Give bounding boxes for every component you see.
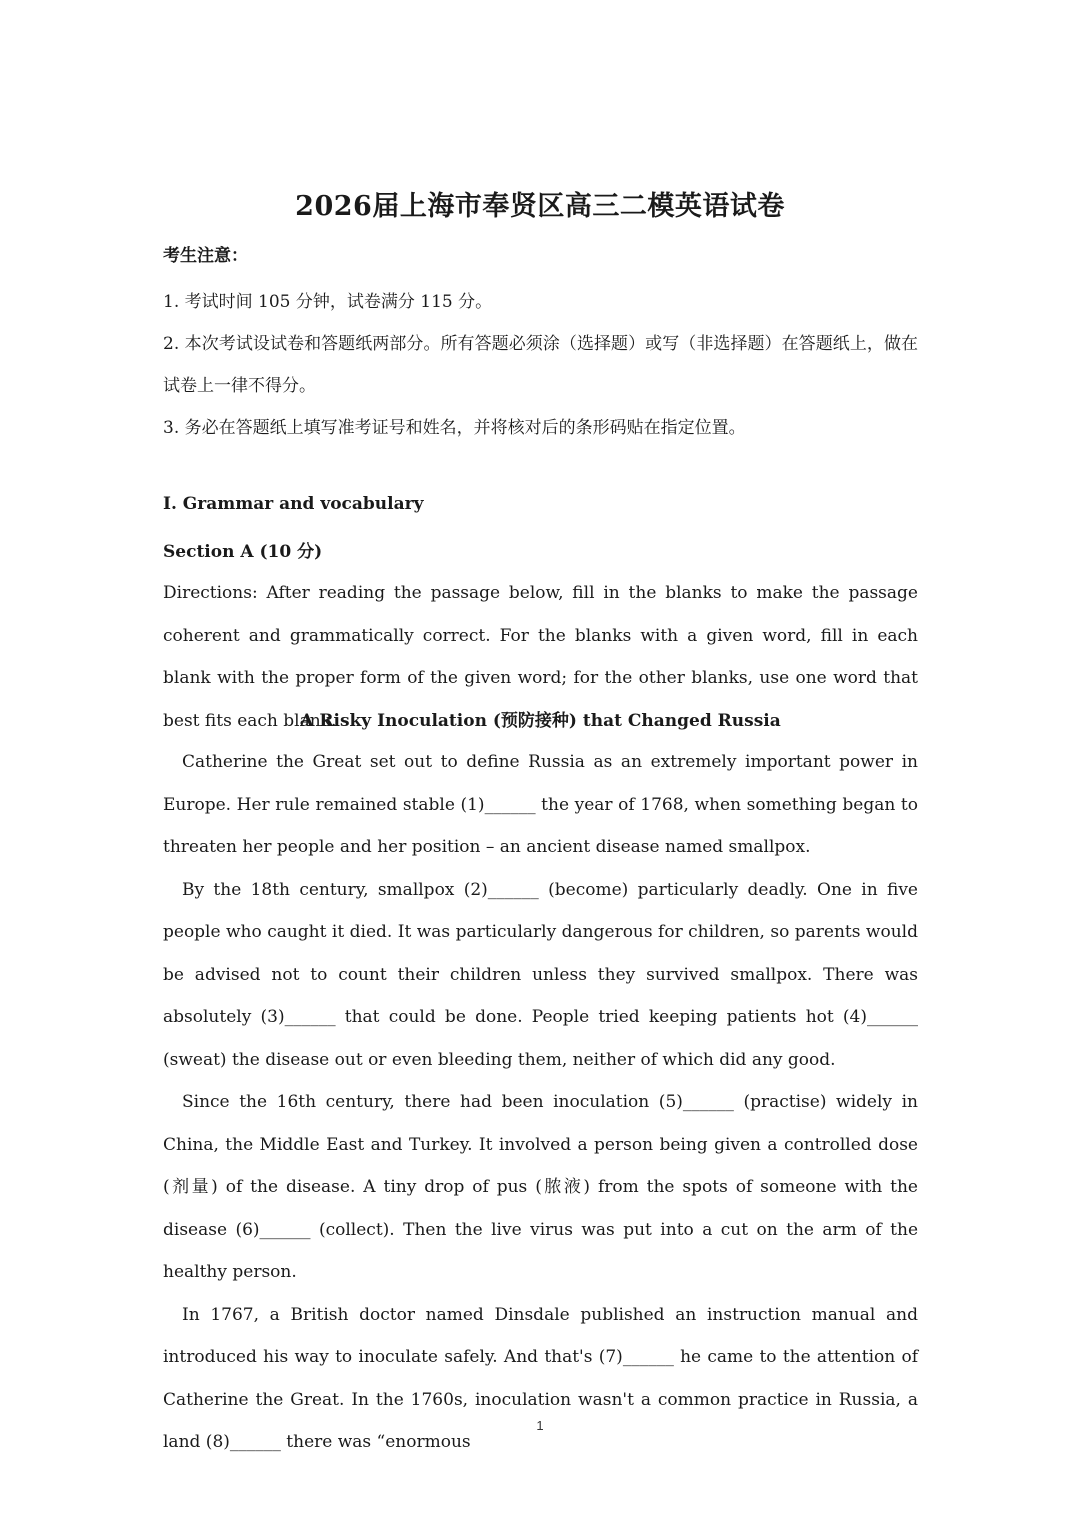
passage-body	[163, 741, 918, 1464]
exam-title: 2026届上海市奉贤区高三二模英语试卷	[295, 191, 785, 222]
passage-paragraph: Since the 16th century, there had been inoculation (5)______ (practise) widely in China, the Middle East and Turkey. It involved a person being given a controlled dose (剂量) of the disease. A tiny drop of pus (脓液) from the spots of someone with the disease (6)______ (collect). Then the live virus was put into a cut on the arm of the healthy person.	[163, 1092, 918, 1282]
note-item: 3. 务必在答题纸上填写准考证号和姓名，并将核对后的条形码贴在指定位置。	[163, 418, 746, 438]
passage-paragraph: In 1767, a British doctor named Dinsdale published an instruction manual and introduced his way to inoculate safely. And that's (7)______ he came to the attention of Catherine the Great. In the 1760s, inoculation wasn't a common practice in Russia, a land (8)______ there was “enormous	[163, 1304, 918, 1452]
directions-text: Directions: After reading the passage below, fill in the blanks to make the passage coherent and grammatically correct. For the blanks with a given word, fill in each blank with the proper form of the given word; for the other blanks, use one word that best fits each blank.	[163, 583, 918, 731]
note-item: 2. 本次考试设试卷和答题纸两部分。所有答题必须涂（选择题）或写（非选择题）在答题纸上，做在试卷上一律不得分。	[163, 334, 918, 396]
passage-title: A Risky Inoculation (预防接种) that Changed Russia	[300, 711, 781, 731]
page-number: 1	[536, 1418, 544, 1433]
subsection-heading: Section A (10 分)	[163, 542, 323, 562]
notes-list	[163, 281, 918, 449]
section-heading: I. Grammar and vocabulary	[163, 494, 424, 514]
notes-heading: 考生注意：	[163, 246, 248, 266]
passage-paragraph: By the 18th century, smallpox (2)______ (become) particularly deadly. One in five people who caught it died. It was particularly dangerous for children, so parents would be advised not to count their children unless they survived smallpox. There was absolutely (3)______ that could be done. People tried keeping patients hot (4)______ (sweat) the disease out or even bleeding them, neither of which did any good.	[163, 879, 918, 1070]
passage-paragraph: Catherine the Great set out to define Russia as an extremely important power in Europe. Her rule remained stable (1)______ the year of 1768, when something began to threaten her people and her position – an ancient disease named smallpox.	[163, 752, 918, 857]
note-item: 1. 考试时间 105 分钟，试卷满分 115 分。	[163, 292, 493, 312]
